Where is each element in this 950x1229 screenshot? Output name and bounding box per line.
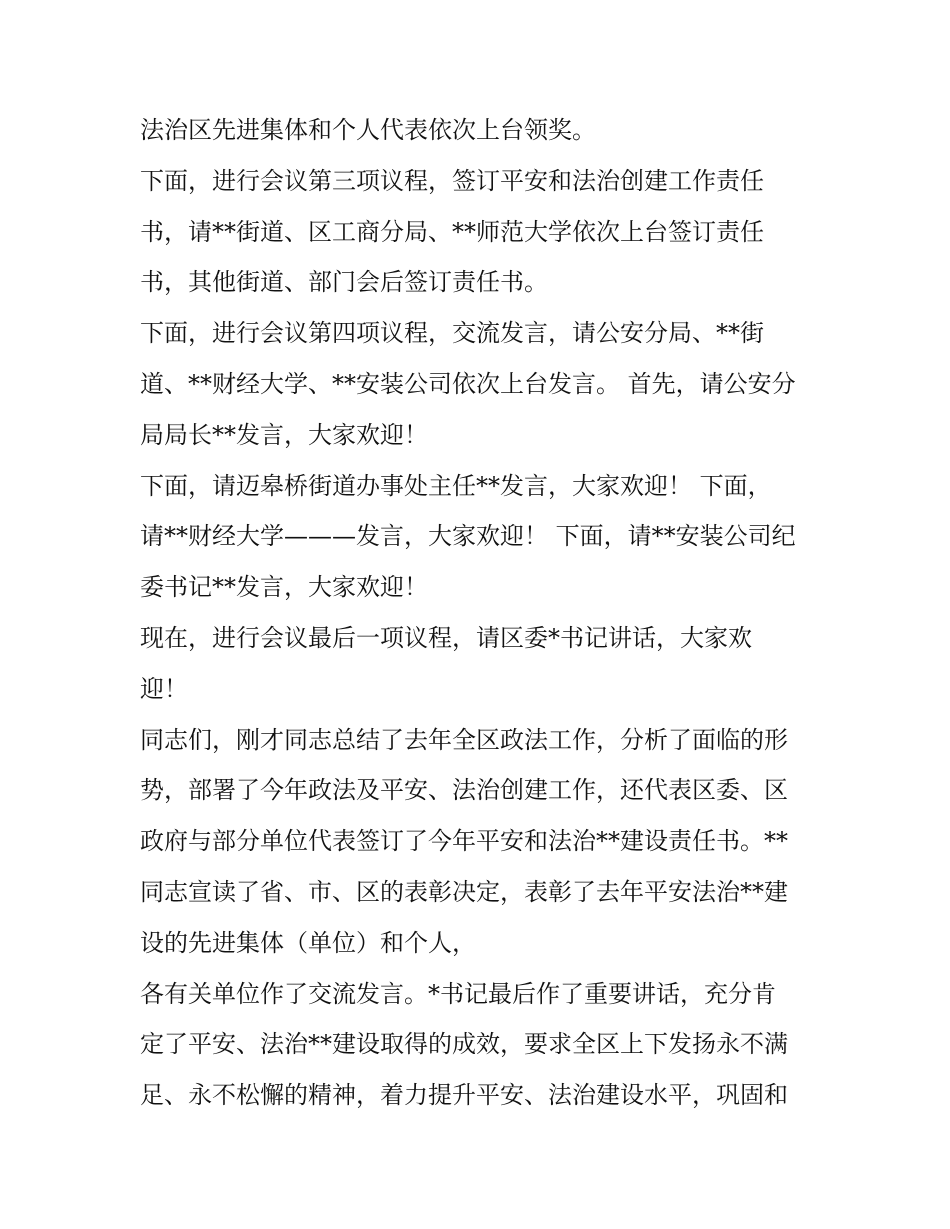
text-line: 局局长**发言，大家欢迎！: [140, 420, 428, 449]
text-line: 势，部署了今年政法及平安、法治创建工作，还代表区委、区: [140, 776, 788, 805]
text-line: 设的先进集体（单位）和个人，: [140, 928, 476, 957]
text-line: 足、永不松懈的精神，着力提升平安、法治建设水平，巩固和: [140, 1081, 788, 1110]
text-line: 同志宣读了省、市、区的表彰决定，表彰了去年平安法治**建: [140, 877, 788, 906]
text-line: 下面，进行会议第四项议程，交流发言，请公安分局、**街: [140, 319, 764, 348]
text-line: 书，请**街道、区工商分局、**师范大学依次上台签订责任: [140, 217, 764, 246]
text-line: 请**财经大学———发言，大家欢迎！ 下面，请**安装公司纪: [140, 522, 796, 551]
text-line: 道、**财经大学、**安装公司依次上台发言。 首先，请公安分: [140, 369, 796, 398]
text-line: 委书记**发言，大家欢迎！: [140, 573, 428, 602]
text-line: 政府与部分单位代表签订了今年平安和法治**建设责任书。**: [140, 827, 788, 856]
text-line: 下面，进行会议第三项议程，签订平安和法治创建工作责任: [140, 166, 764, 195]
text-line: 同志们，刚才同志总结了去年全区政法工作，分析了面临的形: [140, 725, 788, 754]
text-line: 书，其他街道、部门会后签订责任书。: [140, 268, 548, 297]
text-line: 法治区先进集体和个人代表依次上台领奖。: [140, 116, 596, 144]
text-line: 下面，请迈皋桥街道办事处主任**发言，大家欢迎！ 下面，: [140, 471, 772, 500]
text-line: 各有关单位作了交流发言。*书记最后作了重要讲话，充分肯: [140, 979, 776, 1008]
text-line: 迎！: [140, 674, 188, 703]
text-line: 定了平安、法治**建设取得的成效，要求全区上下发扬永不满: [140, 1030, 788, 1059]
document-body: [140, 105, 820, 1121]
text-line: 现在，进行会议最后一项议程，请区委*书记讲话，大家欢: [140, 623, 752, 652]
